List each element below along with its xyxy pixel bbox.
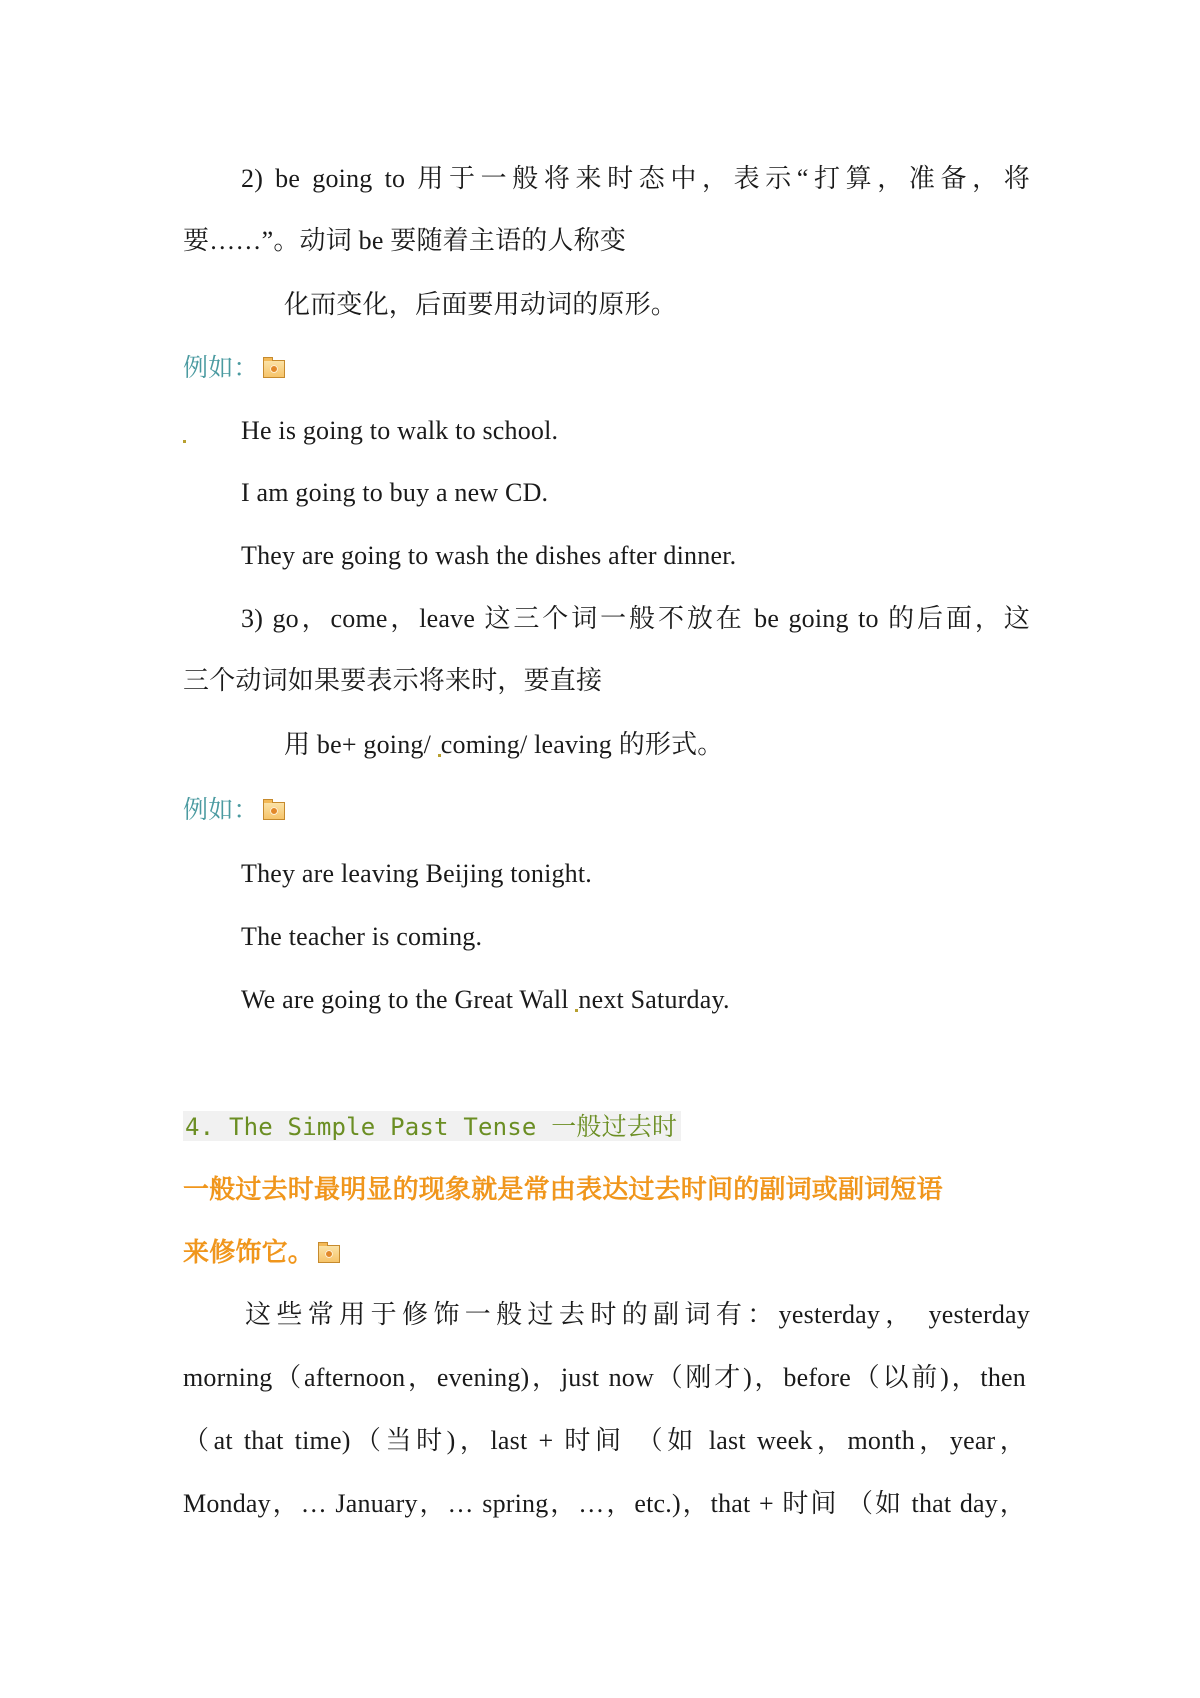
example-sentence: They are going to wash the dishes after dinner.	[241, 541, 737, 570]
section-4-body-line: morning（afternoon，evening)，just now（刚才)，before（以前)，then	[183, 1363, 1026, 1392]
folder-note-icon[interactable]	[263, 802, 285, 820]
example-sentence	[241, 983, 730, 1017]
section-title-en: 4. The Simple Past Tense	[185, 1113, 552, 1141]
section-4-body-line: 这些常用于修饰一般过去时的副词有：yesterday， yesterday	[245, 1300, 1031, 1329]
example-label-1	[183, 351, 285, 385]
example-sentence-end: next Saturday.	[578, 985, 730, 1014]
paragraph-3-line-2: 三个动词如果要表示将来时，要直接	[183, 666, 603, 695]
example-sentence: The teacher is coming.	[241, 922, 483, 951]
section-4-summary-line-2	[183, 1236, 340, 1270]
section-4-body-line: （at that time)（当时)，last + 时间 （如 last week，month，year，	[183, 1426, 1026, 1455]
paragraph-3-line-3-end: coming/ leaving 的形式。	[440, 730, 724, 759]
example-label-text: 例如：	[183, 795, 259, 824]
paragraph-3-line-1: 3) go，come，leave 这三个词一般不放在 be going to 的后面，这	[241, 604, 1030, 633]
example-sentence: He is going to walk to school.	[241, 416, 559, 445]
folder-note-icon[interactable]	[318, 1245, 340, 1263]
bullet-dot	[183, 440, 186, 443]
section-4-summary-line-1: 一般过去时最明显的现象就是常由表达过去时间的副词或副词短语	[183, 1175, 943, 1205]
folder-note-icon[interactable]	[263, 360, 285, 378]
paragraph-2-line-2: 要……”。动词 be 要随着主语的人称变	[183, 226, 627, 255]
example-sentence-start: We are going to the Great Wall	[241, 985, 576, 1014]
paragraph-3-line-3-start: 用 be+ going/	[284, 730, 438, 759]
section-4-title	[183, 1110, 681, 1144]
paragraph-2-line-3: 化而变化，后面要用动词的原形。	[284, 290, 678, 319]
summary-text: 来修饰它。	[183, 1238, 315, 1268]
section-title-cn: 一般过去时	[551, 1112, 678, 1141]
section-title-highlight	[183, 1111, 681, 1141]
paragraph-2-line-1: 2) be going to 用于一般将来时态中，表示“打算，准备，将	[241, 164, 1030, 193]
bullet-marker	[183, 414, 186, 448]
example-label-2	[183, 793, 285, 827]
section-4-body-line: Monday，… January，… spring，…，etc.)，that + 时间 （如 that day，	[183, 1489, 1026, 1518]
example-sentence: They are leaving Beijing tonight.	[241, 859, 593, 888]
example-sentence: I am going to buy a new CD.	[241, 478, 549, 507]
paragraph-3-line-3	[284, 728, 724, 762]
example-label-text: 例如：	[183, 353, 259, 382]
